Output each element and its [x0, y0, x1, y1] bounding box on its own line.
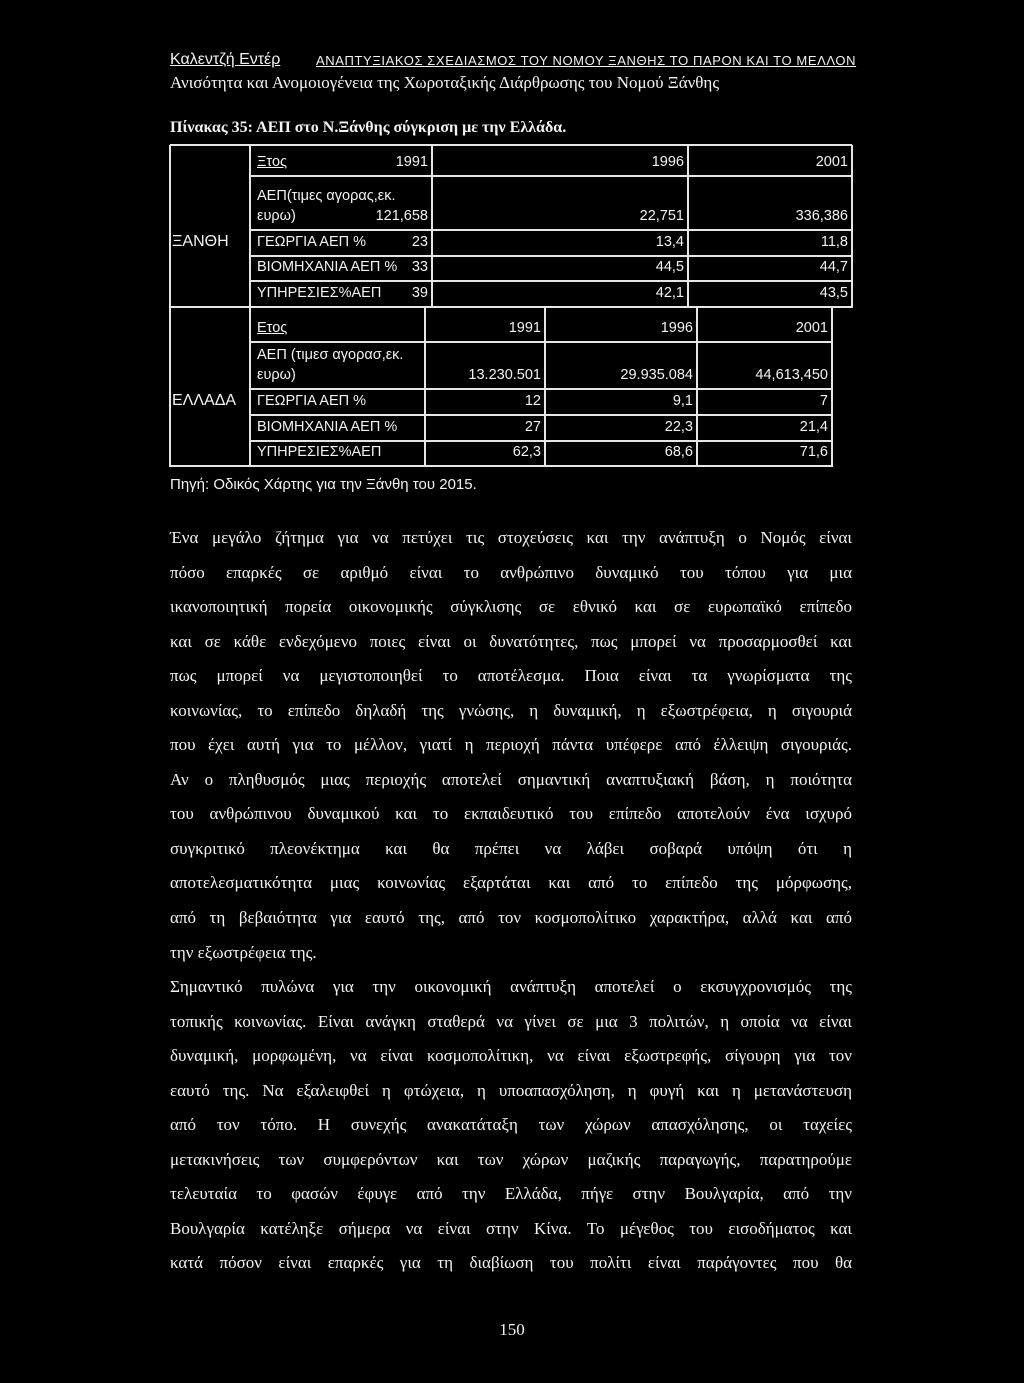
body-text-line: από τον τόπο. Η συνεχής ανακατάταξη των χώρων απασχόλησης, οι ταχείες — [170, 1115, 852, 1135]
cell-value-text: 21,4 — [799, 419, 828, 435]
body-text-line: του ανθρώπινου δυναμικού και το εκπαιδευτικό του επίπεδο αποτελούν ένα ισχυρό — [170, 804, 852, 824]
body-text-line: και σε κάθε ενδεχόμενο ποιες είναι οι δυνατότητες, πως μπορεί να προσαρμοσθεί και — [170, 631, 852, 651]
cell-value-text: 62,3 — [512, 444, 541, 460]
body-text-line: που έχει αυτή για το μέλλον, γιατί η περιοχή πάντα υπέφερε από έλλειψη σιγουριάς. — [170, 735, 852, 755]
greece-row-label — [250, 441, 425, 466]
greece-row-label — [250, 389, 425, 415]
xanthi-value-cell — [432, 230, 688, 256]
cell-value-text: 29.935.084 — [620, 367, 693, 383]
body-text-line: Αν ο πληθυσμός μιας περιοχής αποτελεί σημαντική αναπτυξιακή βάση, η ποιότητα — [170, 769, 852, 789]
cell-value-text: 13,4 — [655, 234, 684, 250]
xanthi-year-header — [688, 145, 852, 176]
body-text-line: την εξωστρέφεια της. — [170, 942, 317, 962]
cell-value-text: 33 — [411, 259, 428, 275]
greece-value-cell — [697, 415, 832, 441]
cell-value-text: 42,1 — [655, 285, 684, 301]
table-caption: Πίνακας 35: ΑΕΠ στο Ν.Ξάνθης σύγκριση με την Ελλάδα. — [170, 119, 567, 136]
cell-value-text: 9,1 — [672, 393, 693, 409]
body-text-line: μετακινήσεις των συμφερόντων και των χώρων μαζικής παραγωγής, παρατηρούμε — [170, 1149, 852, 1169]
row-label-text: ΑΕΠ (τιμεσ αγορασ,εκ. — [257, 347, 404, 363]
cell-value-text: 27 — [524, 419, 541, 435]
row-label-text: Ξτος — [257, 154, 287, 170]
greece-value-cell — [545, 389, 697, 415]
greece-region-label: ΕΛΛΑΔΑ — [172, 392, 237, 409]
xanthi-year-header — [432, 145, 688, 176]
gdp-comparison-table — [0, 0, 1024, 480]
body-text-line: Σημαντικό πυλώνα για την οικονομική ανάπτυξη αποτελεί ο εκσυγχρονισμός της — [170, 977, 852, 997]
cell-value-text: 7 — [819, 393, 828, 409]
greece-value-cell — [697, 441, 832, 466]
greece-year-header — [545, 307, 697, 342]
cell-value-text: 1996 — [651, 154, 684, 170]
body-text-line: τοπικής κοινωνίας. Είναι ανάγκη σταθερά να γίνει σε μια 3 πολιτών, η οποία να είναι — [170, 1011, 852, 1031]
cell-value-text: 2001 — [795, 320, 828, 336]
xanthi-row-label — [250, 281, 382, 307]
body-text-line: από τη βεβαιότητα για εαυτό της, από τον κοσμοπολίτικο χαρακτήρα, αλλά και από — [170, 908, 852, 928]
body-text-line: πόσο επαρκές σε αριθμό είναι το ανθρώπινο δυναμικό του τόπου για μια — [170, 562, 852, 582]
cell-value-text: 71,6 — [799, 444, 828, 460]
greece-value-cell — [545, 415, 697, 441]
row-label-text: ΓΕΩΡΓΙΑ ΑΕΠ % — [257, 234, 367, 250]
cell-value-text: 1996 — [660, 320, 693, 336]
cell-value-text: 13.230.501 — [468, 367, 541, 383]
xanthi-value-cell — [432, 176, 688, 230]
row-label-text: Ετος — [257, 320, 288, 336]
row-label-text: ευρω) — [257, 208, 296, 224]
xanthi-value-cell — [688, 281, 852, 307]
xanthi-value-cell — [688, 230, 852, 256]
greece-row-label — [250, 415, 425, 441]
greece-value-cell — [545, 342, 697, 389]
page-number: 150 — [499, 1320, 525, 1339]
xanthi-value-cell — [688, 256, 852, 281]
body-text-line: Βουλγαρία κατέληξε σήμερα να είναι στην Κίνα. Το μέγεθος του εισοδήματος και — [170, 1218, 852, 1238]
body-text-line: αποτελεσματικότητα μιας κοινωνίας εξαρτάται και από το επίπεδο της μόρφωσης, — [170, 873, 852, 893]
body-text — [170, 521, 852, 1281]
running-head-title: ΑΝΑΠΤΥΞΙΑΚΟΣ ΣΧΕΔΙΑΣΜΟΣ ΤΟΥ ΝΟΜΟΥ ΞΑΝΘΗΣ ΤΟ ΠΑΡΟΝ ΚΑΙ ΤΟ ΜΕΛΛΟΝ — [316, 53, 857, 68]
body-text-line: Ένα μεγάλο ζήτημα για να πετύχει τις στοχεύσεις και την ανάπτυξη ο Νομός είναι — [170, 528, 852, 547]
greece-value-cell — [545, 441, 697, 466]
table-source-note: Πηγή: Οδικός Χάρτης για την Ξάνθη του 2015. — [170, 476, 477, 493]
table-rule — [169, 307, 171, 467]
row-label-text: ΥΠΗΡΕΣΙΕΣ%ΑΕΠ — [257, 285, 382, 301]
greece-year-header — [425, 307, 545, 342]
cell-value-text: 1991 — [395, 154, 428, 170]
running-head-subtitle: Ανισότητα και Ανομοιογένεια της Χωροταξικής Διάρθρωσης του Νομού Ξάνθης — [170, 73, 720, 92]
xanthi-value-cell — [330, 256, 432, 281]
row-label-text: ευρω) — [257, 367, 296, 383]
cell-value-text: 68,6 — [664, 444, 693, 460]
cell-value-text: 44,613,450 — [755, 367, 828, 383]
cell-value-text: 44,7 — [819, 259, 848, 275]
body-text-line: κοινωνίας, το επίπεδο δηλαδή της γνώσης, η δυναμική, η εξωστρέφεια, η σιγουριά — [170, 700, 852, 720]
body-text-line: συγκριτικό πλεονέκτημα και θα πρέπει να λάβει σοβαρά υπόψη ότι η — [170, 838, 852, 858]
cell-value-text: 12 — [524, 393, 541, 409]
xanthi-value-cell — [688, 176, 852, 230]
greece-value-cell — [425, 342, 545, 389]
row-label-text: ΓΕΩΡΓΙΑ ΑΕΠ % — [257, 393, 367, 409]
row-label-text: ΒΙΟΜΗΧΑΝΙΑ ΑΕΠ % — [257, 259, 398, 275]
greece-row-label — [250, 342, 425, 389]
greece-value-cell — [697, 389, 832, 415]
cell-value-text: 2001 — [815, 154, 848, 170]
cell-value-text: 11,8 — [820, 234, 848, 250]
row-label-text: ΒΙΟΜΗΧΑΝΙΑ ΑΕΠ % — [257, 419, 398, 435]
cell-value-text: 23 — [411, 234, 428, 250]
body-text-line: τελευταία το φασών έφυγε από την Ελλάδα, πήγε στην Βουλγαρία, από την — [170, 1184, 852, 1204]
cell-value-text: 1991 — [508, 320, 541, 336]
cell-value-text: 22,751 — [639, 208, 684, 224]
cell-value-text: 44,5 — [655, 259, 684, 275]
greece-row-label — [250, 307, 425, 342]
greece-value-cell — [425, 389, 545, 415]
cell-value-text: 39 — [411, 285, 428, 301]
xanthi-value-cell — [330, 230, 432, 256]
body-text-line: κατά πόσον είναι επαρκές για τη διαβίωση του πολίτι είναι παράγοντες που θα — [170, 1253, 852, 1273]
body-text-line: εαυτό της. Να εξαλειφθεί η φτώχεια, η υποαπασχόληση, η φυγή και η μετανάστευση — [170, 1080, 852, 1100]
xanthi-value-cell — [330, 176, 432, 230]
running-head-author: Καλεντζή Εντέρ — [170, 51, 281, 68]
greece-value-cell — [697, 342, 832, 389]
xanthi-value-cell — [432, 281, 688, 307]
cell-value-text: 22,3 — [664, 419, 693, 435]
xanthi-row-label — [250, 145, 330, 176]
cell-value-text: 121,658 — [375, 208, 428, 224]
xanthi-year-header — [330, 145, 432, 176]
table-rule — [169, 145, 171, 308]
body-text-line: ικανοποιητική πορεία οικονομικής σύγκλισης σε εθνικό και σε ευρωπαϊκό επίπεδο — [170, 597, 852, 617]
cell-value-text: 336,386 — [795, 208, 848, 224]
body-text-line: δυναμική, μορφωμένη, να είναι κοσμοπολίτικη, να είναι εξωστρεφής, σίγουρη για τον — [170, 1046, 852, 1066]
xanthi-value-cell — [330, 281, 432, 307]
xanthi-row-label — [250, 230, 367, 256]
xanthi-region-label: ΞΑΝΘΗ — [172, 233, 229, 250]
row-label-text: ΑΕΠ(τιμες αγορας,εκ. — [257, 188, 396, 204]
body-text-line: πως μπορεί να μεγιστοποιηθεί το αποτέλεσμα. Ποια είναι τα γνωρίσματα της — [170, 666, 852, 686]
greece-year-header — [697, 307, 832, 342]
row-label-text: ΥΠΗΡΕΣΙΕΣ%ΑΕΠ — [257, 444, 382, 460]
xanthi-row-label — [250, 176, 396, 230]
cell-value-text: 43,5 — [819, 285, 848, 301]
xanthi-row-label — [250, 256, 398, 281]
greece-value-cell — [425, 415, 545, 441]
xanthi-value-cell — [432, 256, 688, 281]
greece-value-cell — [425, 441, 545, 466]
